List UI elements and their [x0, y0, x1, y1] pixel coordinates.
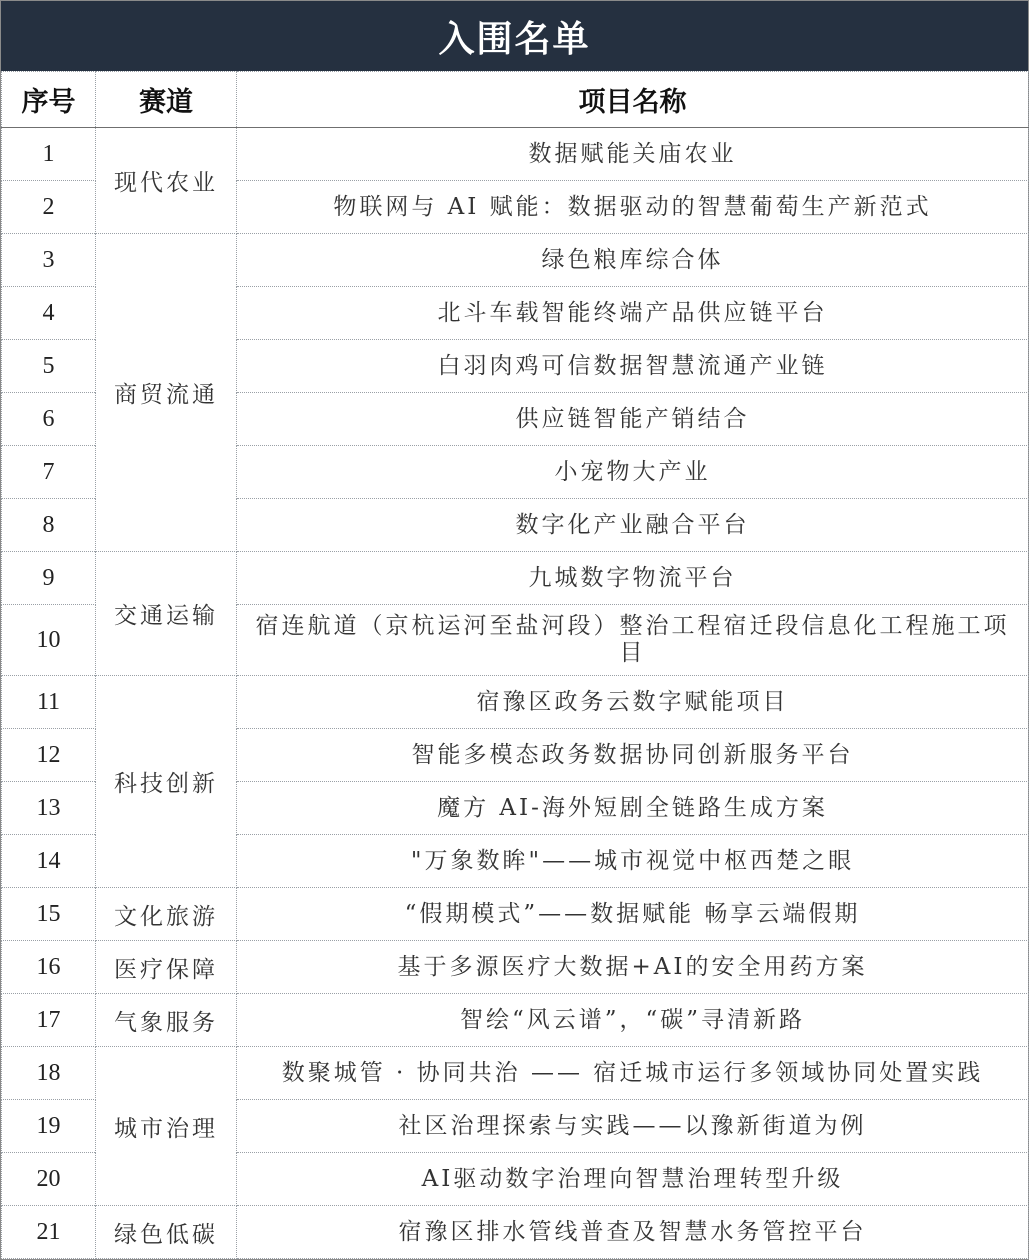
project-name: 基于多源医疗大数据+AI的安全用药方案: [237, 941, 1029, 994]
row-number: 1: [2, 128, 96, 181]
track-cell: 城市治理: [96, 1047, 237, 1206]
project-name: 数聚城管 · 协同共治 —— 宿迁城市运行多领域协同处置实践: [237, 1047, 1029, 1100]
project-name: 九城数字物流平台: [237, 552, 1029, 605]
shortlist-table: [1, 71, 1029, 1259]
project-name: 北斗车载智能终端产品供应链平台: [237, 287, 1029, 340]
row-number: 7: [2, 446, 96, 499]
row-number: 18: [2, 1047, 96, 1100]
table-row: [2, 552, 1029, 605]
header-no: 序号: [2, 72, 96, 128]
row-number: 10: [2, 605, 96, 676]
row-number: 21: [2, 1206, 96, 1259]
project-name: “假期模式”——数据赋能 畅享云端假期: [237, 888, 1029, 941]
row-number: 16: [2, 941, 96, 994]
project-name: 宿豫区排水管线普查及智慧水务管控平台: [237, 1206, 1029, 1259]
track-cell: 医疗保障: [96, 941, 237, 994]
project-name: 宿连航道（京杭运河至盐河段）整治工程宿迁段信息化工程施工项目: [237, 605, 1029, 676]
row-number: 12: [2, 729, 96, 782]
project-name: 数据赋能关庙农业: [237, 128, 1029, 181]
track-cell: 现代农业: [96, 128, 237, 234]
header-row: [2, 72, 1029, 128]
row-number: 5: [2, 340, 96, 393]
project-name: 智能多模态政务数据协同创新服务平台: [237, 729, 1029, 782]
row-number: 19: [2, 1100, 96, 1153]
table-body: [2, 128, 1029, 1259]
table-row: [2, 941, 1029, 994]
table-row: [2, 1047, 1029, 1100]
table-row: [2, 888, 1029, 941]
row-number: 9: [2, 552, 96, 605]
project-name: 白羽肉鸡可信数据智慧流通产业链: [237, 340, 1029, 393]
project-name: "万象数眸"——城市视觉中枢西楚之眼: [237, 835, 1029, 888]
project-name: 魔方 AI-海外短剧全链路生成方案: [237, 782, 1029, 835]
row-number: 15: [2, 888, 96, 941]
row-number: 6: [2, 393, 96, 446]
project-name: AI驱动数字治理向智慧治理转型升级: [237, 1153, 1029, 1206]
track-cell: 科技创新: [96, 676, 237, 888]
header-name: 项目名称: [237, 72, 1029, 128]
table-row: [2, 1206, 1029, 1259]
table-row: [2, 676, 1029, 729]
table-row: [2, 994, 1029, 1047]
sheet-title: 入围名单: [1, 1, 1028, 71]
project-name: 宿豫区政务云数字赋能项目: [237, 676, 1029, 729]
row-number: 2: [2, 181, 96, 234]
row-number: 20: [2, 1153, 96, 1206]
project-name: 绿色粮库综合体: [237, 234, 1029, 287]
table-row: [2, 234, 1029, 287]
row-number: 8: [2, 499, 96, 552]
track-cell: 气象服务: [96, 994, 237, 1047]
project-name: 数字化产业融合平台: [237, 499, 1029, 552]
project-name: 供应链智能产销结合: [237, 393, 1029, 446]
row-number: 17: [2, 994, 96, 1047]
track-cell: 交通运输: [96, 552, 237, 676]
project-name: 智绘“风云谱”，“碳”寻清新路: [237, 994, 1029, 1047]
row-number: 11: [2, 676, 96, 729]
row-number: 3: [2, 234, 96, 287]
project-name: 社区治理探索与实践——以豫新街道为例: [237, 1100, 1029, 1153]
project-name: 小宠物大产业: [237, 446, 1029, 499]
project-name: 物联网与 AI 赋能：数据驱动的智慧葡萄生产新范式: [237, 181, 1029, 234]
row-number: 13: [2, 782, 96, 835]
track-cell: 绿色低碳: [96, 1206, 237, 1259]
track-cell: 商贸流通: [96, 234, 237, 552]
header-track: 赛道: [96, 72, 237, 128]
table-row: [2, 128, 1029, 181]
row-number: 4: [2, 287, 96, 340]
track-cell: 文化旅游: [96, 888, 237, 941]
row-number: 14: [2, 835, 96, 888]
